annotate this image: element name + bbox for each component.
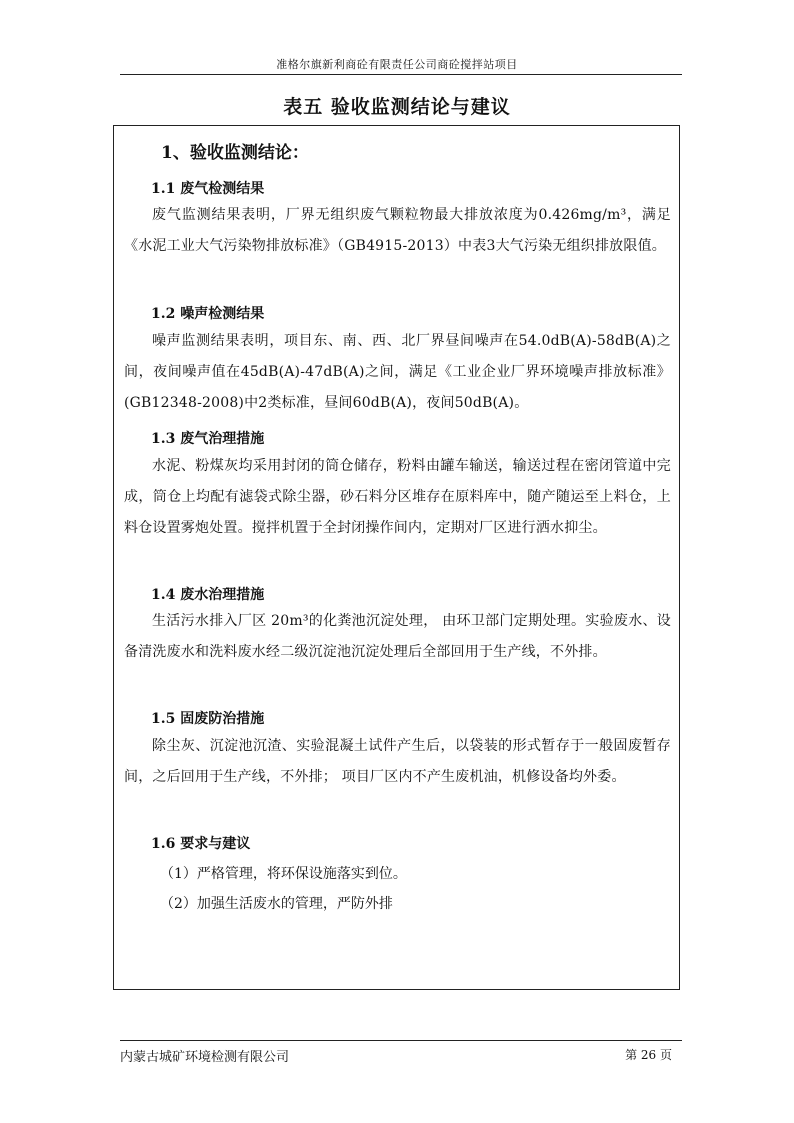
subsection-heading-1-2: 1.2 噪声检测结果	[151, 306, 265, 322]
paragraph-1-1: 废气监测结果表明，厂界无组织废气颗粒物最大排放浓度为0.426mg/m³，满足《水泥工业大气污染物排放标准》（GB4915-2013）中表3大气污染无组织排放限值。	[124, 207, 671, 254]
footer-company: 内蒙古城矿环境检测有限公司	[120, 1050, 290, 1065]
subsection-heading-1-5: 1.5 固废防治措施	[151, 711, 265, 727]
page-number: 第 26 页	[625, 1048, 672, 1062]
footer-rule	[120, 1040, 682, 1041]
subsection-heading-1-4: 1.4 废水治理措施	[151, 587, 265, 603]
recommendation-item-1: （1）严格管理，将环保设施落实到位。	[160, 866, 407, 882]
table-title: 表五 验收监测结论与建议	[283, 96, 511, 118]
header-rule	[120, 74, 682, 75]
subsection-heading-1-6: 1.6 要求与建议	[151, 836, 251, 852]
subsection-heading-1-1: 1.1 废气检测结果	[151, 181, 265, 197]
section-title: 1、验收监测结论：	[161, 143, 309, 163]
conclusion-box	[113, 125, 680, 990]
subsection-heading-1-3: 1.3 废气治理措施	[151, 431, 265, 447]
paragraph-1-3: 水泥、粉煤灰均采用封闭的筒仓储存，粉料由罐车输送，输送过程在密闭管道中完成，筒仓上均配有滤袋式除尘器，砂石料分区堆存在原料库中，随产随运至上料仓，上料仓设置雾炮处置。搅拌机置于全封闭操作间内，定期对厂区进行洒水抑尘。	[124, 458, 671, 536]
paragraph-1-4: 生活污水排入厂区 20m³的化粪池沉淀处理， 由环卫部门定期处理。实验废水、设备清洗废水和洗料废水经二级沉淀池沉淀处理后全部回用于生产线，不外排。	[124, 613, 671, 660]
paragraph-1-5: 除尘灰、沉淀池沉渣、实验混凝土试件产生后，以袋装的形式暂存于一般固废暂存间，之后回用于生产线，不外排； 项目厂区内不产生废机油，机修设备均外委。	[124, 738, 671, 785]
paragraph-1-2: 噪声监测结果表明，项目东、南、西、北厂界昼间噪声在54.0dB(A)-58dB(A)之间，夜间噪声值在45dB(A)-47dB(A)之间，满足《工业企业厂界环境噪声排放标准》(GB12348-2008)中2类标准，昼间60dB(A)，夜间50dB(A)。	[124, 333, 671, 411]
recommendation-item-2: （2）加强生活废水的管理，严防外排	[160, 896, 393, 912]
running-header: 准格尔旗新利商砼有限责任公司商砼搅拌站项目	[276, 58, 518, 71]
